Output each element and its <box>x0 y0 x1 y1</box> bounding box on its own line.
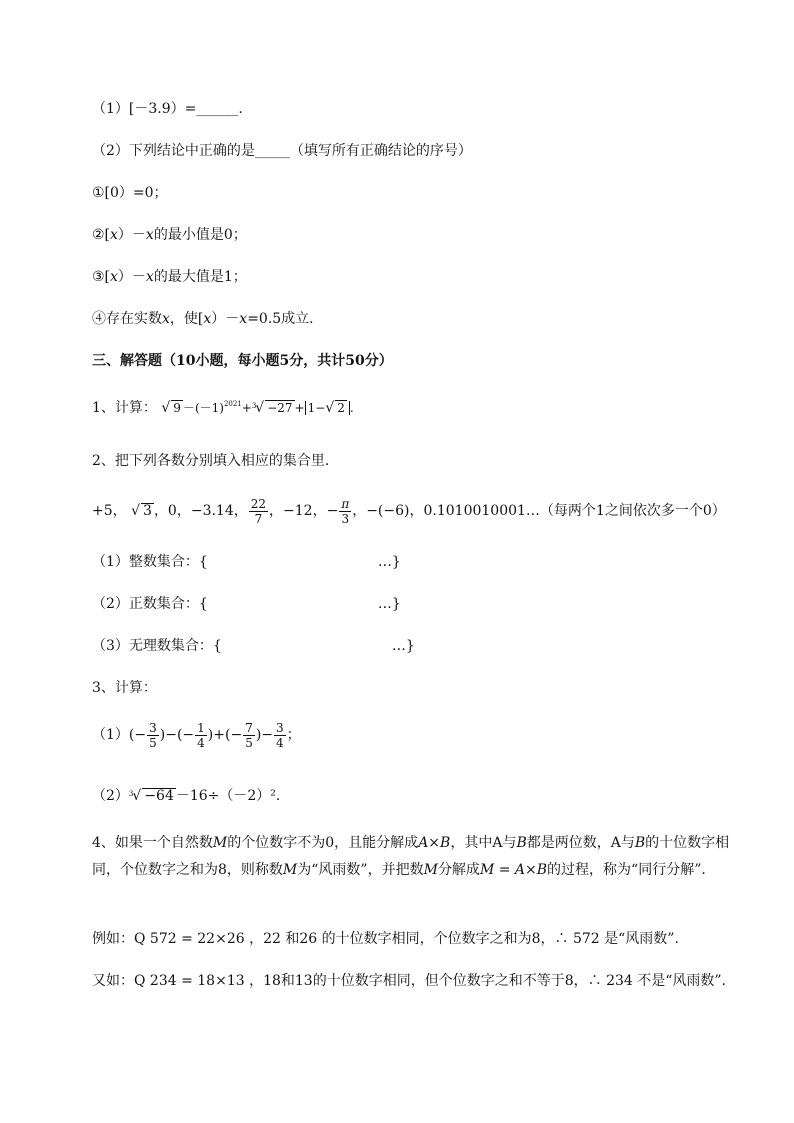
number-list: +5， √ 3 ，0，−3.14， $\frac{22}{7}$ ，−12，− $\frac{\pi}{3}$ ，−(−6)，0.1010010001…（每两个1之间依次多一个0） <box>92 496 726 526</box>
section-heading: 三、解答题（10小题，每小题5分，共计50分） <box>92 353 393 369</box>
example-1: 例如：Q 572 = 22×26 ，22 和26 的十位数字相同，个位数字之和为8，∴ 572 是“风雨数”. <box>92 931 679 947</box>
fraction-pi-3: $\frac{\pi}{3}$ <box>341 496 350 526</box>
set-integers: （1）整数集合：{ …} <box>92 554 401 570</box>
question-1: 1、计算： √ $9 -(-1)^{2021}+^3√ -27 + 1-√$ 2 . <box>92 400 354 416</box>
option-3: ③[x）－x的最大值是1； <box>92 269 247 285</box>
fraction-22-7: $\frac{22}{7}$ <box>250 496 267 526</box>
math-expression: √ $9 -(-1)^{2021}+^3√ -27 + 1-√$ 2 . <box>161 400 354 416</box>
question-3-part2: $(2)^3√ -64 -16\div(-2)^2$． <box>92 788 290 804</box>
q-floor-part2: （2）下列结论中正确的是_____（填写所有正确结论的序号） <box>92 143 472 159</box>
question-2: 2、把下列各数分别填入相应的集合里． <box>92 453 339 469</box>
set-positives: （2）正数集合：{ …} <box>92 596 401 612</box>
option-1: ①[0）=0； <box>92 185 168 201</box>
option-2: ②[x）－x的最小值是0； <box>92 227 247 243</box>
question-4: 4、如果一个自然数M的个位数字不为0，且能分解成A×B，其中A与B都是两位数，A与B的十位数字相同，个位数字之和为8，则称数M为“风雨数”，并把数M分解成M = A×B的过程，称为“同行分解”. <box>92 835 730 878</box>
option-4: ④存在实数x，使[x）－x=0.5成立． <box>92 311 324 327</box>
question-3: 3、计算： <box>92 680 157 696</box>
question-3-part1: （1）(− $\frac{3}{5}$ )−(− $\frac{1}{4}$ )+(− $\frac{7}{5}$ )− $\frac{3}{4}$ ； <box>92 720 301 750</box>
set-irrationals: （3）无理数集合：{ …} <box>92 638 415 654</box>
example-2: 又如：Q 234 = 18×13 ，18和13的十位数字相同，但个位数字之和不等于8，∴ 234 不是“风雨数”. <box>92 973 727 989</box>
q-floor-part1: （1）[－3.9）=______. <box>92 101 243 117</box>
